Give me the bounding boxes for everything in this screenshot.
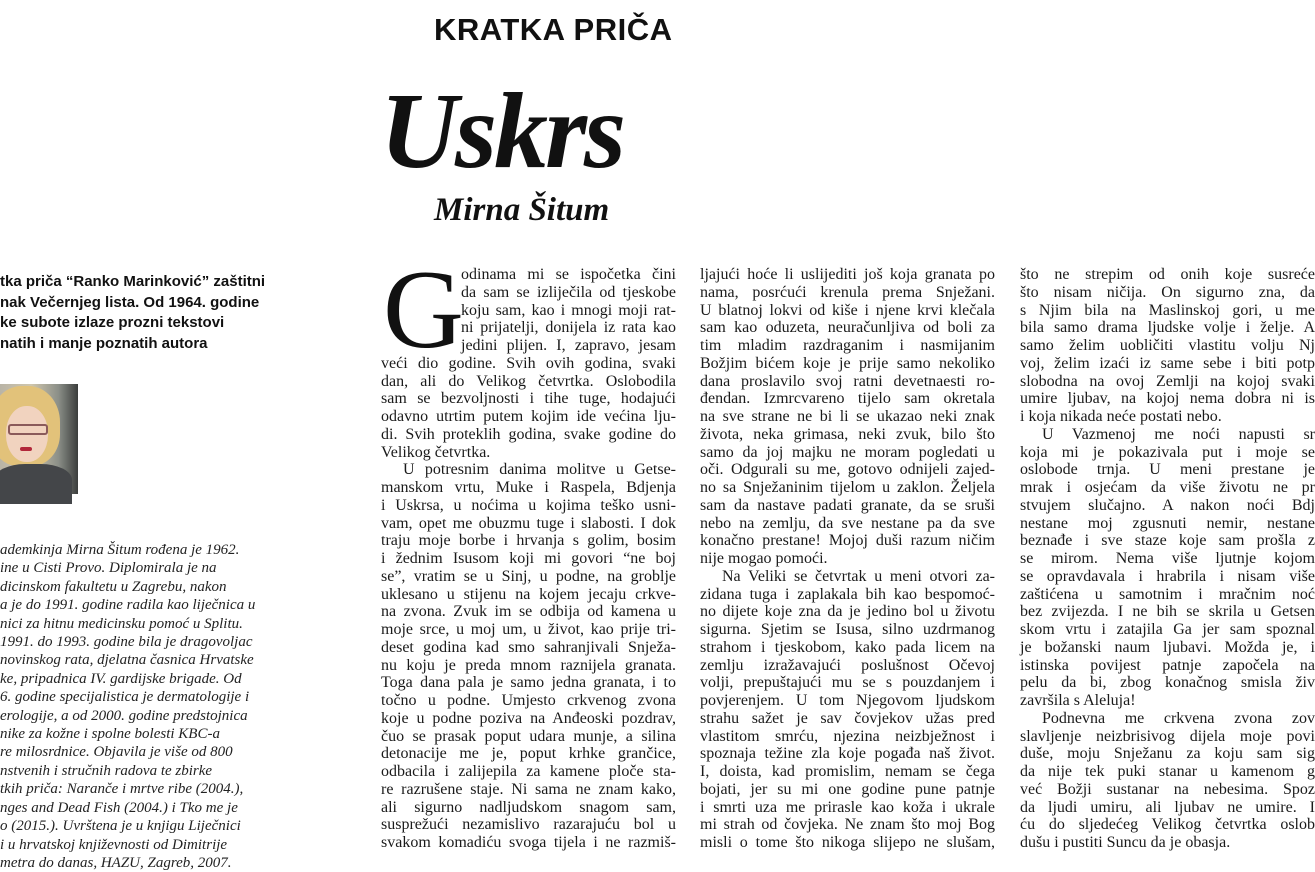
text-line: oslobode trnja. U meni prestane je [1020, 461, 1315, 479]
text-line: beznađe i sve staze koje sam prošla z [1020, 532, 1315, 550]
paragraph [1020, 710, 1315, 852]
text-line: U potresnim danima molitve u Getse- [403, 461, 676, 479]
text-line: i smrti uza me prirasle kao koža i ukrale [700, 798, 995, 816]
text-line: Podnevna me crkvena zvona zov [1042, 709, 1315, 727]
text-line: Velikog četvrtka. [381, 443, 491, 461]
text-line: no dijete koje zna da je jedino bol u životu [700, 603, 995, 621]
text-line: točno u podne. Umjesto crkvenog zvona [381, 692, 676, 709]
text-line: se opravdavala i hrabrila i nisam više [1020, 567, 1315, 585]
bio-line: erologije, a od 2000. godine predstojnica [0, 707, 248, 724]
text-line: nebo na zemlju, da sve nestane pa da sve [700, 514, 995, 532]
intro-line: tka priča “Ranko Marinković” zaštitni [0, 273, 266, 290]
text-line: duše, moju Snježanu za koju sam sig [1020, 745, 1315, 763]
author-bio [0, 541, 300, 872]
text-line: nestane moj zgusnuti nemir, nestane [1020, 514, 1315, 532]
text-line: sam kao oduzeta, neuračunljiva od boli za [700, 319, 995, 337]
text-line: jedini plijen. I, zapravo, jesam [461, 337, 676, 354]
bio-line: re milosrdnice. Objavila je više od 800 [0, 744, 233, 761]
text-line: odavno utrtim putem kojim ide većina lju- [381, 408, 676, 425]
text-line: pelu da bi, zbog konačnog smisla živ [1020, 674, 1315, 692]
text-line: vam, opet me obuzmu tuge i slabosti. I dok [381, 514, 676, 532]
paragraph [700, 568, 995, 852]
intro-line: natih i manje poznatih autora [0, 334, 208, 352]
text-line: traju moje borbe i hrvanja s golim, bosim [381, 532, 676, 550]
text-line: na sve strane ne bi li se ukazao neki znak [700, 408, 995, 425]
text-line: što nisam ničija. On sigurno zna, da [1020, 283, 1315, 301]
paragraph [1020, 426, 1315, 710]
text-line: Na Veliki se četvrtak u meni otvori za- [722, 567, 995, 585]
text-line: sigurna. Sjetim se Isusa, silno uzdrmanog [700, 621, 995, 638]
text-line: strahom i tjeskobom, kako pada licem na [700, 638, 995, 656]
bio-line: ke, pripadnica IV. gardijske brigade. Od [0, 670, 242, 687]
drop-cap: G [383, 248, 464, 372]
bio-line: 1991. do 1993. godine bila je dragovoljac [0, 634, 253, 651]
text-line: života, neka grimasa, neki zvuk, bilo što [700, 425, 995, 443]
bio-line: nges and Dead Fish (2004.) i Tko me je [0, 799, 238, 816]
text-line: i Uskrsa, u noćima u kojima teško usni- [381, 496, 676, 514]
text-line: slavljenje neizbrisivog dijela moje povi [1020, 727, 1315, 745]
text-line: što ne strepim od onih koje susreće [1020, 266, 1315, 283]
text-line: završila s Aleluja! [1020, 692, 1136, 709]
text-line: koju sam, kao i mnogi moji rat- [461, 301, 676, 319]
text-line: susprežući nezamislivo razarajuću bol u [381, 816, 676, 834]
text-line: bojati, jer su mi one godine pune patnje [700, 780, 995, 798]
text-line: da sam se izliječila od tjeskobe [461, 283, 676, 301]
text-line: I, doista, kad promislim, nemam se čega [700, 763, 995, 780]
text-line: čuo se prasak poput udara munje, a silina [381, 727, 676, 745]
text-line: slobodna na ovoj Zemlji na kojoj svaki [1020, 372, 1315, 390]
text-line: odinama mi se ispočetka čini [461, 266, 676, 283]
text-line: no sa Snježaninim tijelom u zaklon. Željela [700, 479, 995, 496]
text-line: volji, prepuštajući mu se s pouzdanjem i [700, 674, 995, 692]
bio-line: 6. godine specijalistica je dermatologije i [0, 689, 250, 706]
text-line: dan, ali do Velikog četvrtka. Oslobodila [381, 372, 676, 390]
text-line: tim mladim razdraganim i nasmijanim [700, 337, 995, 354]
text-line: sam se bezvoljnosti i tihe tuge, hodajući [381, 390, 676, 408]
text-line: bez zvijezda. I ne bih se skrila u Getsen [1020, 603, 1315, 621]
section-heading: KRATKA PRIČA [434, 12, 673, 47]
text-line: s Njim bila na Maslinskoj gori, u me [1020, 301, 1315, 319]
text-line: veći dio godine. Svih ovih godina, svaki [381, 354, 676, 372]
text-line: nije mogao pomoći. [700, 550, 828, 567]
text-line: misli o tome što nikoga slijepo ne slušam, [700, 834, 995, 851]
text-line: ni prijatelji, donijela iz rata kao [461, 319, 676, 337]
text-line: nama, posrćući krenula prema Snježani. [700, 283, 995, 301]
text-line: sam da nastave padati granate, da se sruši [700, 496, 995, 514]
text-line: spoznaja težine zla koje pogađa naš život. [700, 745, 995, 763]
bio-line: nike za kožne i spolne bolesti KBC-a [0, 726, 220, 743]
text-line: ali sigurno nadljudskom snagom sam, [381, 798, 676, 816]
text-line: svakom komadiću svoga tijela i ne razmiš- [381, 834, 676, 851]
bio-line: tkih priča: Naranče i mrtve ribe (2004.), [0, 781, 244, 798]
paragraph [700, 266, 995, 568]
text-line: đendan. Izmrcvareno tijelo sam okretala [700, 390, 995, 408]
text-line: koje u podne poziva na Anđeoski pozdrav, [381, 709, 676, 727]
text-line: mi strah od čovjeka. Ne znam što moj Bog [700, 816, 995, 834]
text-line: istinska povijest patnje započela na [1020, 656, 1315, 674]
article-title: Uskrs [380, 72, 624, 191]
text-line: dana proslavilo svoj ratni devetnaesti ro- [700, 372, 995, 390]
text-line: se”, vratim se u Sinj, u podne, na groblje [381, 567, 676, 585]
article-author: Mirna Šitum [434, 192, 610, 228]
text-line: nu koju je preda mnom raznijela granata. [381, 656, 676, 674]
bio-line: o (2015.). Uvrštena je u knjigu Liječnici [0, 818, 241, 835]
text-line: na zvona. Zvuk im se odbija od kamena u [381, 603, 676, 621]
article-column-3 [1020, 266, 1315, 852]
text-line: povjerenjem. U tom Njegovom ljudskom [700, 692, 995, 709]
text-line: mrak i osjećam da više životu ne pr [1020, 479, 1315, 496]
bio-line: ine u Cisti Provo. Diplomirala je na [0, 560, 217, 577]
text-line: moje srce, u moj um, u život, kao prije tri- [381, 621, 676, 638]
text-line: di. Svih proteklih godina, svake godine do [381, 425, 676, 443]
text-line: već Božji sustanar na nebesima. Spoz [1020, 780, 1315, 798]
text-line: skom vrtu i zatajila Ga jer sam spoznal [1020, 621, 1315, 638]
text-line: Toga dana pala je samo jedna granata, i to [381, 674, 676, 692]
bio-line: novinskog rata, djelatna časnica Hrvatske [0, 652, 254, 669]
text-line: stvujem slučajno. A nakon noći Bdj [1020, 496, 1315, 514]
text-line: uklesano u stijenu na kojem jecaju crkve- [381, 585, 676, 603]
text-line: i koja nikada neće postati nebo. [1020, 408, 1222, 425]
text-line: dušu i pustiti Suncu da je obasja. [1020, 834, 1231, 851]
text-line: samo da joj majku ne moram pogledati u [700, 443, 995, 461]
bio-line: ademkinja Mirna Šitum rođena je 1962. [0, 542, 240, 558]
text-line: zemlju izražavajući poslušnost Očevoj [700, 656, 995, 674]
text-line: zidana tuga i zaplakala bih kao bespomoć- [700, 585, 995, 603]
text-line: U blatnoj lokvi od kiše i njene krvi klečala [700, 301, 995, 319]
bio-line: dicinskom fakultetu u Zagrebu, nakon [0, 578, 227, 595]
text-line: se mirom. Nema više ljutnje kojom [1020, 550, 1315, 567]
text-line: i žednim Isusom koji mi govori “ne boj [381, 550, 676, 567]
text-line: voj, želim izaći iz same sebe i biti potp [1020, 354, 1315, 372]
text-line: zaštićena u samotnim i mračnim noć [1020, 585, 1315, 603]
text-line: manskom vrtu, Muke i Raspela, Bdjenja [381, 479, 676, 496]
intro-line: nak Večernjeg lista. Od 1964. godine [0, 293, 260, 311]
text-line: oči. Odgurali su me, gotovo odnijeli zajed- [700, 461, 995, 479]
article-column-2 [700, 266, 995, 852]
bio-line: a je do 1991. godine radila kao liječnica u [0, 597, 256, 614]
text-line: koja mi je pokazivala put i moje se [1020, 443, 1315, 461]
article-column-1 [381, 248, 676, 852]
text-line: bila samo drama ljudske volje i želje. A [1020, 319, 1315, 337]
text-line: U Vazmenoj me noći napusti sr [1042, 425, 1315, 443]
text-line: detonacije me je, poput krhke grančice, [381, 745, 676, 763]
text-line: ljajući hoće li uslijediti još koja granata po [700, 266, 995, 283]
text-line: da nije tek puki stanar u kamenom g [1020, 763, 1315, 780]
paragraph [381, 461, 676, 852]
text-line: da ljudi umiru, ali ljubav ne umire. I [1020, 798, 1315, 816]
bio-line: metra do danas, HAZU, Zagreb, 2007. [0, 854, 232, 871]
text-line: odbacila i zalijepila za kamene ploče sta- [381, 763, 676, 780]
text-line: deset godina kad smo sahranjivali Snježa- [381, 638, 676, 656]
bio-line: nici za hitnu medicinsku pomoć u Splitu. [0, 615, 243, 632]
series-intro [0, 272, 300, 354]
text-line: samo želim uobličiti vlastitu volju Nj [1020, 337, 1315, 354]
text-line: konačno prestane! Mojoj duši razum ničim [700, 532, 995, 550]
text-line: Božjim bićem koje je prije samo nekoliko [700, 354, 995, 372]
text-line: re razrušene staje. Ni sama ne znam kako, [381, 780, 676, 798]
text-line: strahu sažet je sav čovjekov užas pred [700, 709, 995, 727]
paragraph [1020, 266, 1315, 426]
bio-line: i u hrvatskoj književnosti od Dimitrije [0, 836, 228, 853]
text-line: vlastitom smrću, njezina neizbježnost i [700, 727, 995, 745]
text-line: umire ljubav, na kojoj nema dobra ni is [1020, 390, 1315, 408]
intro-line: ke subote izlaze prozni tekstovi [0, 314, 225, 331]
text-line: je božanski naum ljubavi. Možda je, i [1020, 638, 1315, 656]
author-portrait-icon [0, 384, 78, 494]
bio-line: nstvenih i stručnih radova te zbirke [0, 762, 213, 779]
text-line: ću do sljedećeg Velikog četvrtka oslob [1020, 816, 1315, 834]
